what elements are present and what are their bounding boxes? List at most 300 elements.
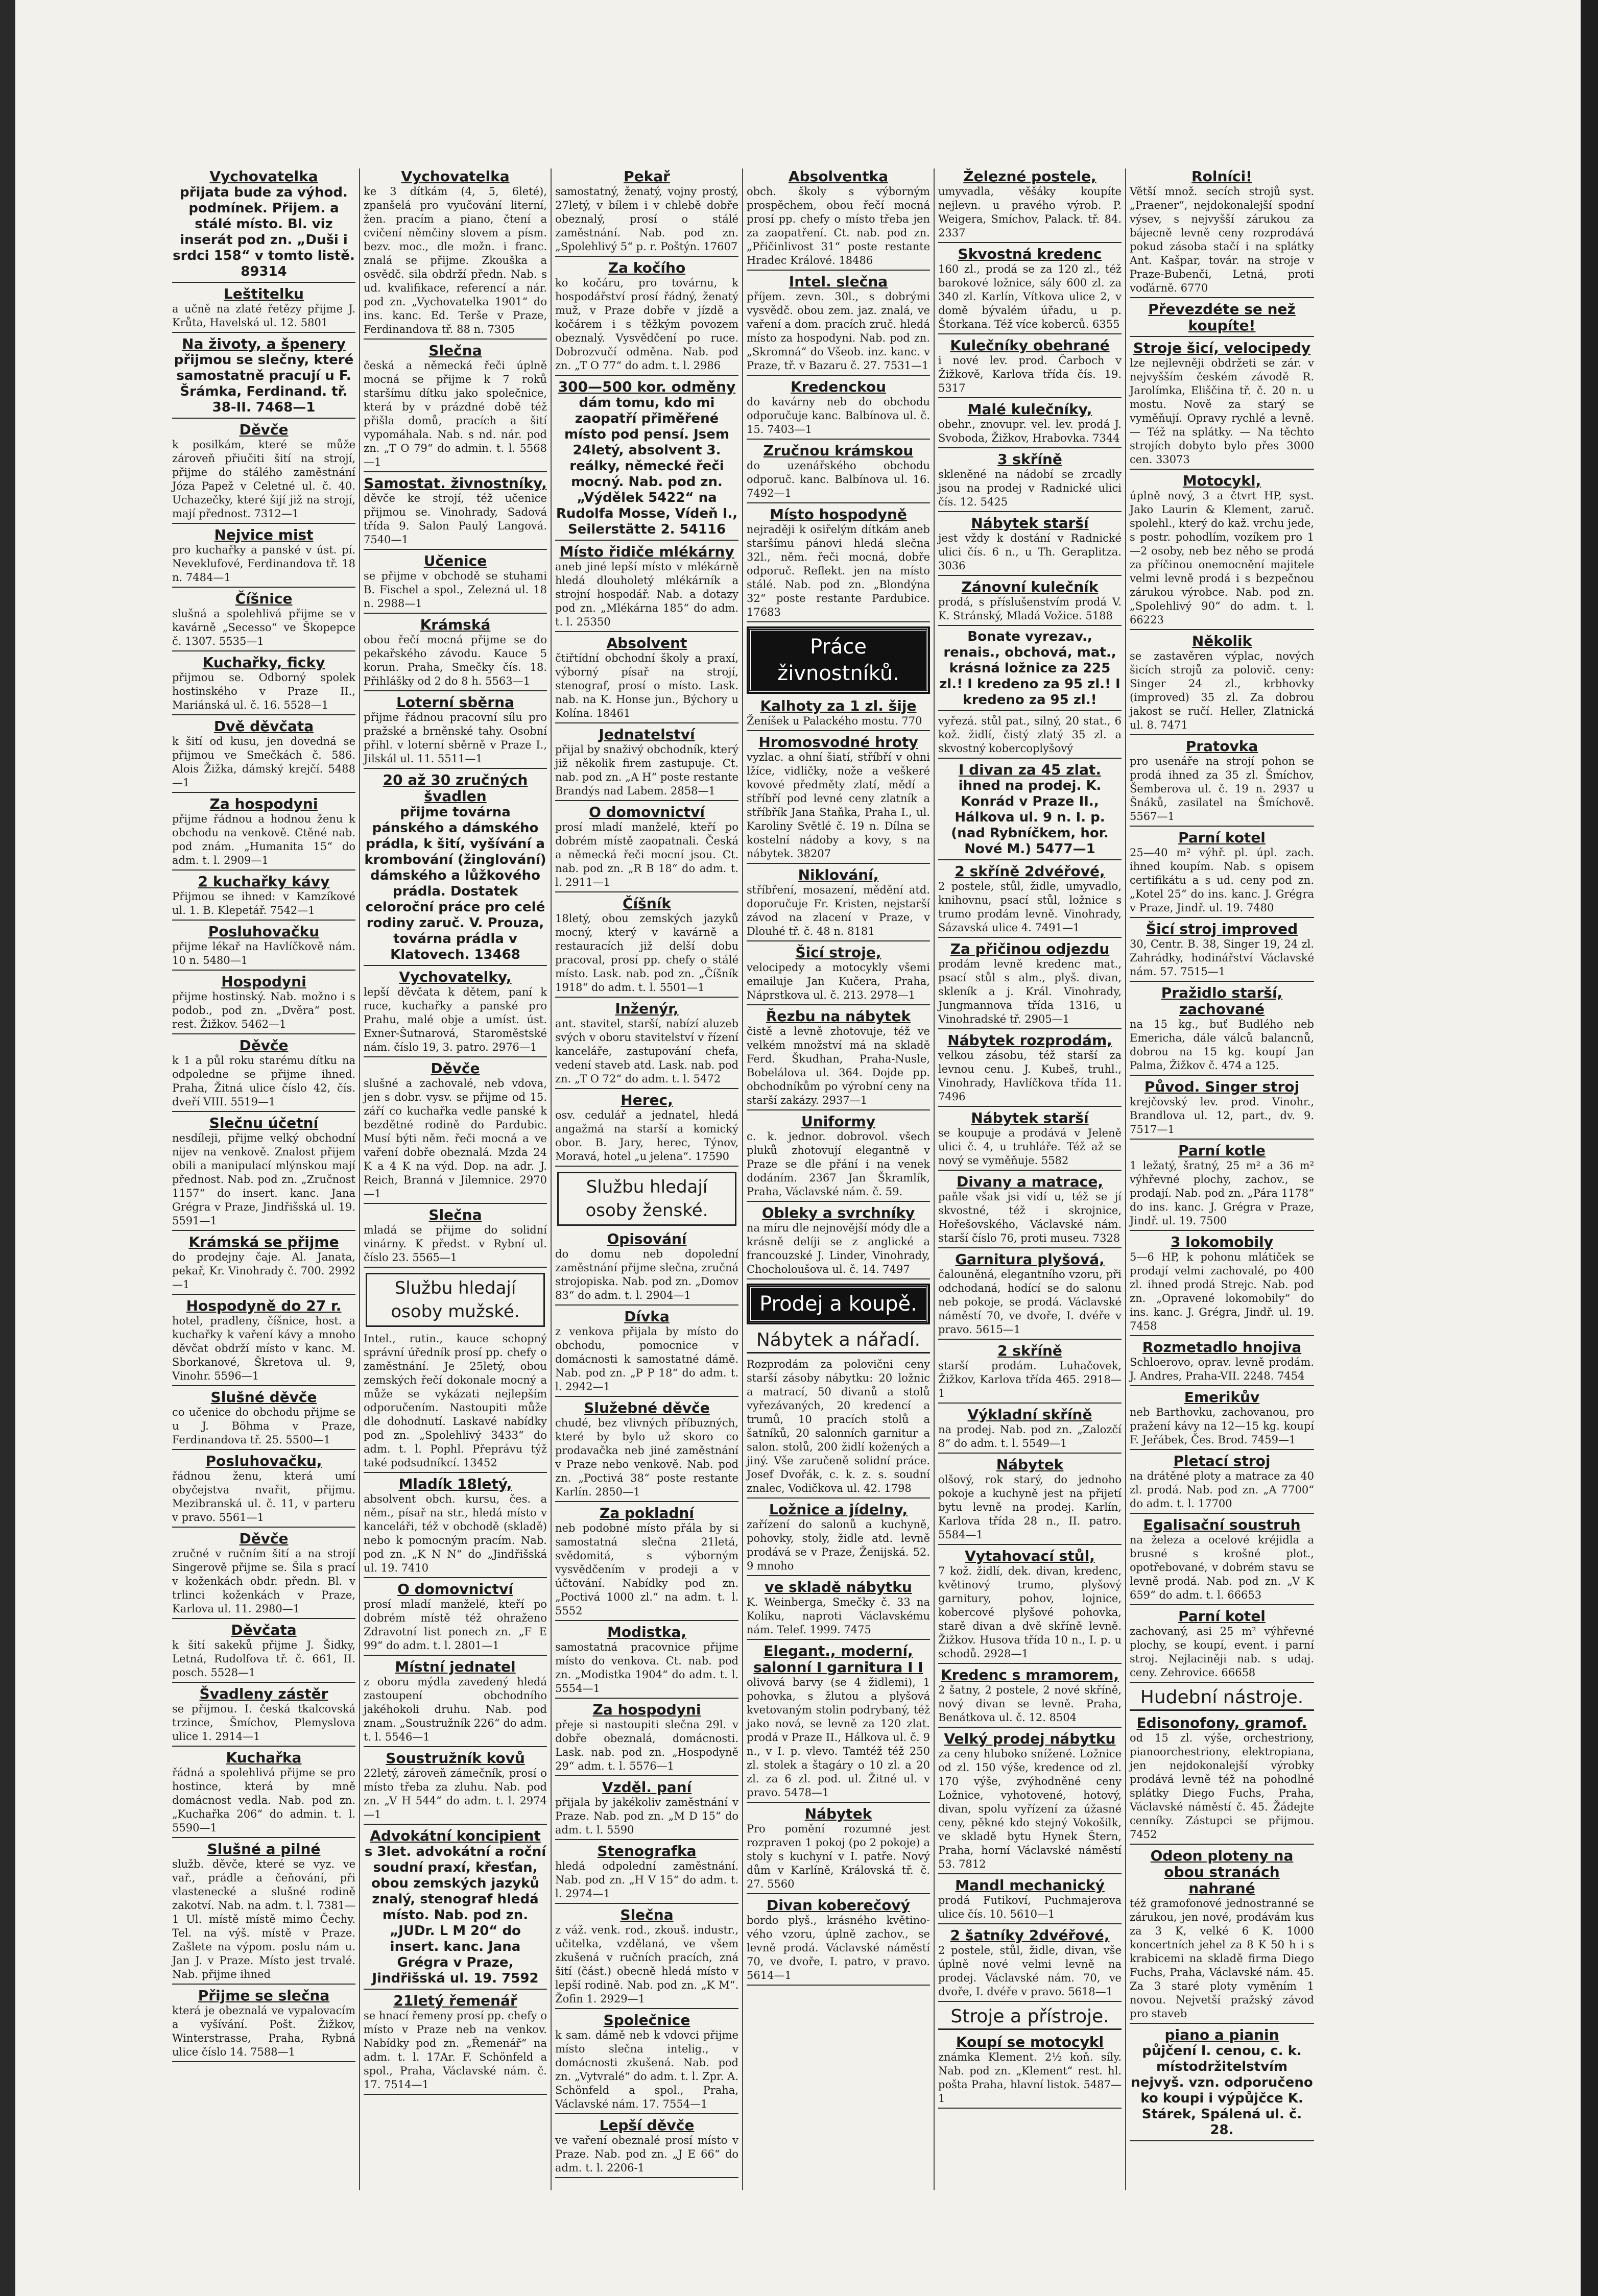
ad-headline: Slečna [428, 1206, 482, 1223]
classified-ad [172, 1622, 355, 1683]
column-2 [360, 168, 552, 2190]
classified-ad [364, 1750, 547, 1825]
ad-text: Intel., rutin., kauce schopný správní úředník prosí pp. chefy o zaměstnání. Je 25letý, obou zemských řečí dokonale mocný a může se vykázati nejlepším odporučením. Nastoupiti může dle dohodnutí. Laskavé nabídky pod zn. „Spolehlivý 3433“ do adm. t. l. Pophl. Přeprávu týž také podsudníkcí. 13452 [364, 1333, 547, 1469]
ad-headline: Herec, [621, 1092, 673, 1108]
classified-ad [555, 2117, 738, 2178]
ad-headline: 2 šatníky 2dvéřové, [950, 1927, 1110, 1944]
ad-text: velkou zásobu, též starší za levnou cenu. J. Kubeš, truhl., Vinohrady, Havlíčkova třída 11. 7496 [938, 1049, 1122, 1103]
classified-ad [747, 1358, 930, 1499]
ad-headline: Místní jednatel [395, 1658, 516, 1675]
classified-ad [364, 1828, 547, 1990]
classified-ad [364, 1659, 547, 1747]
ad-text: přijmou se. Odborný spolek hostinského v Praze II., Mariánská ul. č. 16. 5528—1 [172, 671, 355, 711]
ad-headline: Číšník [623, 895, 671, 912]
ad-text: K. Weinberga, Smečky č. 33 na Kolíku, naproti Václavskému nám. Telef. 1999. 7475 [747, 1596, 930, 1636]
ad-text: zručné v ručním šití a na strojí Singerově přijme se. Šila s prací v koženkách obdr. předn. Bl. v trlinci koženkách v Praze, Karlova ul. 11. 2980—1 [172, 1548, 355, 1615]
classified-ad [747, 1897, 930, 1986]
classified-ad [555, 168, 738, 257]
ad-headline: Za pokladní [600, 1505, 694, 1521]
ad-text: lepší děvčata k dětem, paní k ruce, kuchařky a panské pro Prahu, malé obje a umíst. úst. Exner-Šutnarová, Staroměstské nám. číslo 19, 3. patro. 2976—1 [364, 986, 547, 1053]
classified-ad [938, 1110, 1122, 1171]
ad-text: známka Klement. 2½ koň. síly. Nab. pod zn. „Klement“ rest. hl. pošta Praha, hlavní listok. 5487—1 [938, 2051, 1122, 2105]
ad-headline: Zručnou krámskou [763, 442, 914, 459]
ad-text: též gramofonové jednostranné se zárukou, jen nové, prodávám kus za 3 K, velké 6 K. 1000 koncertních jehel za 8 K 50 h i s krabicemi na skladě firma Diego Fuchs, Praha, Václavské nám. 45. Za 3 staré ploty vyměním 1 novou. Nejvetší pražský závod pro staveb [1130, 1897, 1314, 2020]
classified-ad [364, 1332, 547, 1473]
classified-ad [1130, 1339, 1314, 1386]
classified-ad [555, 260, 738, 376]
classified-ad [747, 1643, 930, 1803]
ad-text: a učně na zlaté řetězy přijme J. Krůta, Havelská ul. 12. 5801 [172, 303, 355, 329]
ad-text: stříbření, mosazení, mědění atd. doporučuje Fr. Kristen, nejstarší závod na zlacení v Praze, v Dlouhé tř. č. 48 n. 8181 [747, 884, 930, 937]
ad-text: úplně nový, 3 a čtvrt HP, syst. Jako Laurin & Klement, zaruč. spolehl., který do kaž. vrchu jede, s postr. pohodlím, vozíkem pro 1—2 osoby, neb bez něho se prodá za příčinou onemocnění majitele velmi levně prodá i s bezpečnou zárukou výrobce. Nab. pod zn. „Spolehlivý 90“ do adm. t. l. 66223 [1130, 490, 1314, 626]
ad-text: čalouněná, elegantního vzoru, při odchodaná, hodící se do salonu neb pokoje, se prodá. Václavské náměstí 70, ve dvoře, I. dvéře v pravo. 5615—1 [938, 1268, 1122, 1336]
ad-headline: Mladík 18letý, [398, 1476, 512, 1492]
ad-text: ve vaření obeznalé prosí místo v Praze. Nab. pod zn. „J E 66“ do adm. t. l. 2206-1 [555, 2134, 738, 2174]
ad-text: přijme řádnou pracovní sílu pro pražské a brněnské tahy. Osobní přihl. v loterní sběrně v Praze I., Jilskál ul. 11. 5511—1 [364, 711, 547, 765]
section-heading-boxed: Službu hledají osoby ženské. [557, 1172, 736, 1226]
ad-headline: Skvostná kredenc [958, 246, 1102, 262]
section-heading: Nábytek a nářadí. [747, 1328, 930, 1354]
classified-ad [1130, 301, 1314, 337]
classified-ad [555, 1779, 738, 1840]
classified-ad [364, 168, 547, 340]
ad-text: 7 kož. židlí, dek. divan, kredenc, květinový trumo, plyšový garnitury, pohov, lojnice, kobercové plyšové pohovka, starě divan a dvě skříně levně. Žižkov. Husova třída 10 n., I. p. u schodů. 2928—1 [938, 1565, 1122, 1660]
ad-headline: Společnice [603, 2012, 690, 2028]
ad-headline: Egalisační soustruh [1143, 1516, 1301, 1533]
ad-headline: I divan za 45 zlat. [958, 761, 1102, 778]
ad-text: co učenice do obchodu přijme se u J. Böhma v Praze, Ferdinandova tř. 25. 5500—1 [172, 1406, 355, 1446]
classified-ad [1130, 633, 1314, 735]
ad-headline: Za přičinou odjezdu [950, 940, 1110, 957]
ad-headline: 21letý řemenář [393, 1992, 517, 2009]
ad-headline: Vytahovací stůl, [965, 1548, 1095, 1564]
ad-headline: Děvče [239, 1530, 289, 1547]
section-banner: Práce živnostníků. [749, 629, 928, 692]
classified-ad [938, 1877, 1122, 1924]
ad-text: chudé, bez vlivných příbuzných, které by bylo už skoro co prodavačka neb jiné zaměstnání v Praze nebo venkově. Nab. pod zn. „Poctivá 38“ poste restante Karlín. 2850—1 [555, 1417, 738, 1498]
ad-text: samostatný, ženatý, vojny prostý, 27letý, v bílem i v chlebě dobře obeznalý, prosí o stálé zaměstnání. Nab. pod zn. „Spolehlivý 5“ p. r. Poštýn. 17607 [555, 185, 738, 253]
ad-text: na míru dle nejnovější módy dle a krásně delíji se z anglické a francouzské J. Linder, Vinohrady, Chocholoušova ul. č. 14. 7497 [747, 1222, 930, 1275]
classified-ad [555, 544, 738, 632]
ad-headline: Slečna [620, 1906, 674, 1923]
ad-headline: 3 lokomobily [1170, 1234, 1274, 1250]
ad-text: prodám levně kredenc mat., psací stůl s alm., plyš. divan, skleník a j. Král. Vinohrady, Jungmannova třída 1316, u Vinohradské tř. 2905—1 [938, 958, 1122, 1025]
classified-ad [747, 1579, 930, 1640]
classified-ad [172, 874, 355, 921]
section-heading: Hudební nástroje. [1130, 1686, 1314, 1711]
classified-ad [938, 2034, 1122, 2109]
ad-text: umyvadla, věšáky koupíte nejlevn. u pravého výrob. P. Weigera, Smíchov, Palack. tř. 84. 2337 [938, 185, 1122, 239]
ad-text: se přijme v obchodě se stuhami B. Fischel a spol., Zelezná ul. 18 n. 2988—1 [364, 570, 547, 610]
classified-ad [747, 1114, 930, 1202]
classified-ad [938, 246, 1122, 334]
ad-text: nejraději k osiřelým dítkám aneb staršímu pánovi hledá slečna 32l., něm. řeči mocná, dobře odporuč. Reflekt. jen na místo stálé. Nab. pod zn. „Blondýna 32“ poste restante Pardubice. 17683 [747, 523, 930, 618]
classified-ad [172, 718, 355, 793]
classified-ad [364, 1060, 547, 1204]
ad-headline: Slušné a pilné [207, 1841, 321, 1857]
classified-ad [1130, 1389, 1314, 1450]
ad-text: obehr., znovupr. vel. lev. prodá J. Svoboda, Žižkov, Hrabovka. 7344 [938, 418, 1122, 444]
ad-headline: Hospodyně do 27 r. [186, 1297, 342, 1314]
ad-text: na drátěné ploty a matrace za 40 zl. prodá. Nab. pod zn. „A 7700“ do adm. t. l. 17700 [1130, 1470, 1314, 1510]
classified-ad [938, 863, 1122, 938]
classified-ad [1130, 473, 1314, 630]
ad-text: starší prodám. Luhačovek, Žižkov, Karlova třída 465. 2918—1 [938, 1360, 1122, 1399]
ad-headline: Rozmetadlo hnojiva [1142, 1339, 1302, 1356]
ad-headline: Samostat. živnostníky, [364, 475, 547, 492]
ad-headline: Posluhovačku [208, 923, 320, 940]
classified-ad [938, 1343, 1122, 1404]
classified-ad [938, 1927, 1122, 2002]
classified-ad [1130, 921, 1314, 982]
ad-headline: Edisonofony, gramof. [1136, 1714, 1307, 1731]
ad-headline: Zánovní kulečník [961, 578, 1099, 595]
ad-text: prodá Futikoví, Puchmajerova ulice čís. 10. 5610—1 [938, 1894, 1122, 1920]
ad-headline: 2 skříně [997, 1342, 1062, 1359]
ad-text: přijme továrna pánského a dámského prádla, k šití, vyšívání a krombování (žinglování) dámského a lůžkového prádla. Dostatek celoroční práce pro celé rodiny zaruč. V. Prouza, továrna prádla v Klatovech. 13468 [364, 805, 546, 962]
ad-headline: Vychovatelky, [399, 969, 512, 985]
ad-headline: Za hospodyni [592, 1701, 701, 1718]
ad-headline: Garnitura plyšová, [955, 1251, 1105, 1268]
ad-headline: 3 skříně [997, 451, 1062, 468]
ad-headline: Slečnu účetní [209, 1115, 319, 1131]
ad-headline: Několik [1191, 633, 1252, 649]
ad-headline: Nábytek rozprodám, [947, 1032, 1112, 1049]
ad-headline: Nábytek starší [971, 1109, 1089, 1126]
ad-text: do prodejny čaje. Al. Janata, pekař, Kr. Vinohrady č. 700. 2992—1 [172, 1251, 355, 1291]
ad-text: na železa a ocelové kréjidla a brusné s krošné plot., opotřebované, v dobrém stavu se levně prodá. Nab. pod zn. „V K 659“ do adm. t. l. 66653 [1130, 1534, 1314, 1601]
ad-headline: Intel. slečna [789, 273, 888, 290]
ad-text: se hnací řemeny prosí pp. chefy o místo v Praze neb na venkov. Nabídky pod zn. „Řemenář“ na adm. t. l. 17Ar. F. Schönfeld a spol., Praha, Václavské nám. č. 17. 7514—1 [364, 2010, 547, 2091]
classified-ad [938, 1407, 1122, 1454]
ad-text: za ceny hluboko snížené. Ložnice od zl. 150 výše, kredence od zl. 170 výše, zvýhodněné ceny Ložnice, vyhotovené, hotový, divan, spolu vyřízení za úžasné ceny, pěkné kdo stejný Vokošilk, ve skladě bytu Hynek Štern, Praha, horní Václavské náměstí 53. 7812 [938, 1748, 1122, 1870]
ad-text: k posilkám, které se může zároveň přiučiti šití na strojí, přijme do stálého zaměstnání Józa Papež v Celetné ul. č. 40. Uchazečky, které šijí již na strojí, mají přednost. 7312—1 [172, 439, 355, 520]
classified-ad [172, 1115, 355, 1231]
classified-ad [555, 1702, 738, 1776]
ad-headline: Velký prodej nábytku [944, 1730, 1116, 1747]
classified-ad [1130, 340, 1314, 470]
classified-ad [1130, 985, 1314, 1076]
classified-ad [1130, 1143, 1314, 1231]
ad-text: osv. cedulář a jednatel, hledá angažmá na starší a komický obor. B. Jary, herec, Týnov, Moravá, hotel „u jelena“. 17590 [555, 1109, 738, 1163]
ad-headline: Obleky a svrchníky [761, 1204, 915, 1221]
ad-text: 2 postele, stůl, židle, umyvadlo, knihovnu, psací stůl, ložnice s trumo prodám levně. Vinohrady, Sázavská ulice 4. 7491—1 [938, 880, 1122, 934]
ad-text: vyřezá. stůl pat., silný, 20 stat., 6 kož. židlí, čistý zlatý 35 zl. a skvostný kobercoplyšový [938, 715, 1122, 755]
classified-ad [1130, 1234, 1314, 1336]
ad-text: slušná a spolehlivá přijme se v kavárně „Secesso“ ve Škopepce č. 1307. 5535—1 [172, 608, 355, 647]
ad-headline: Kredenc s mramorem, [940, 1666, 1119, 1683]
classified-ad [747, 443, 930, 503]
ad-headline: piano a pianin [1164, 2026, 1279, 2043]
column-3 [552, 168, 743, 2190]
classified-ad [938, 451, 1122, 512]
ad-headline: 20 až 30 zručných švadlen [383, 771, 528, 805]
classified-ad [364, 1476, 547, 1578]
classified-ad [1130, 1715, 1314, 1845]
ad-text: která je obeznalá ve vypalovacím a vyšívání. Pošt. Žižkov, Winterstrasse, Praha, Rybná ulice číslo 14. 7588—1 [172, 2004, 355, 2058]
classified-ad [747, 506, 930, 622]
ad-headline: Uniformy [801, 1113, 875, 1130]
ad-text: půjčení I. cenou, c. k. místodržitelstvím nejvyš. vzn. odporučeno ko koupi i výpůjčce K. Stárek, Spálená ul. č. 28. [1131, 2043, 1313, 2138]
ad-text: z váž. venk. rod., zkouš. industr., učitelka, vzdělaná, ve všem zkušená v ručních pracích, zná šití (část.) obecně hledá místo v lepší rodině. Nab. pod zn. „K M“. Žofin 1. 2929—1 [555, 1924, 738, 2005]
classified-ad [747, 867, 930, 941]
ad-headline: Děvče [431, 1060, 480, 1077]
ad-headline: Pražidlo starší, zachované [1161, 984, 1283, 1018]
ad-text: ant. stavitel, starší, nabízí aluzeb svých v oboru stavitelství v řízení kanceláře, zastupování chefa, vedení staveb atd. Lask. nab. pod zn. „T O 72“ do adm. t. l. 5472 [555, 1018, 738, 1085]
ad-text: Bonate vyrezav., renais., obchová, mat., krásná ložnice za 225 zl.! I kredeno za 95 zl.! I kredeno za 95 zl.! [939, 629, 1120, 708]
classified-ad [364, 553, 547, 614]
ad-text: 160 zl., prodá se za 120 zl., též barokové ložnice, sály 600 zl. za 340 zl. Karlín, Vítkova ulice 2, v domě bývalém úřadu, u p. Štorkana. Též více koberců. 6355 [938, 263, 1122, 330]
ad-text: Schloerovo, oprav. levně prodám. J. Andres, Praha-VII. 2248. 7454 [1130, 1356, 1314, 1382]
ad-text: k šití sakeků přijme J. Šidky, Letná, Rudolfova tř. č. 661, II. posch. 5528—1 [172, 1639, 355, 1679]
ad-headline: Pekař [624, 168, 670, 185]
ad-text: hotel, pradleny, číšnice, host. a kuchařky k vaření kávy a mnoho děvčat obdrží místo v kanc. M. Sborkanové, Škretova ul. 9, Vinohr. 5596—1 [172, 1315, 355, 1382]
ad-text: pro kuchařky a panské v úst. pí. Neveklufové, Ferdinandova tř. 18 n. 7484—1 [172, 544, 355, 584]
ad-text: prodá, s příslušenstvím prodá V. K. Stránský, Mladá Vožice. 5188 [938, 596, 1122, 622]
ad-headline: Ložnice a jídelny, [769, 1501, 908, 1518]
section-banner: Prodej a koupě. [749, 1286, 928, 1322]
ad-text: lze nejlevněji obdržeti se zár. v nejvyšším českém závodě R. Jarolímka, Eliščina tř. č. 20 n. u mostu. Nově za starý se vyměňují. Opravy rychlé a levně. — Též na splátky. — Na těchto strojích dobyto bylo přes 3000 cen. 33073 [1130, 357, 1314, 466]
classified-ad [172, 591, 355, 651]
ad-text: služb. děvče, které se vyz. ve vař., prádle a čeňování, při vlastenecké a slušné rodině zakotví. Nab. na adm. t. l. 7381—1 Ul. místě místě mimo Čechy. Tel. na výš. místě v Praze. Zašlete na výpom. poslu nám u. Jan J. v Praze. Místo jest trvalé. Nab. přijme ihned [172, 1858, 355, 1980]
classified-ad [747, 1806, 930, 1894]
classified-ad [747, 1205, 930, 1279]
ad-text: 1 ležatý, šratný, 25 m² a 36 m² výhřevné plochy, zachov., se prodají. Nab. pod zn. „Pára 1178“ do ins. kanc. J. Grégra v Praze, Jindř. ul. 19. 7500 [1130, 1159, 1314, 1227]
classified-ad [1130, 1453, 1314, 1514]
column-5 [935, 168, 1126, 2190]
ad-text: nesdíleji, přijme velký obchodní nijev na venkově. Znalost přijem obili a manipulací mlýnskou mají přednost. Nab. pod zn. „Zručnost 1157“ do insert. kanc. Jana Grégra v Praze, Jindřišská ul. 19. 5591—1 [172, 1132, 355, 1227]
ad-text: čtiřtídní obchodní školy a praxí, výborný písař na strojí, stenograf, prosí o místo. Lask. nab. na K. Honse jun., Býchory u Kolína. 18461 [555, 652, 738, 719]
classified-ad [172, 655, 355, 715]
ad-text: olivová barvy (se 4 židlemi), 1 pohovka, s žlutou a plyšová kvetovaným stolin podrybaný, též jako nová, se levně za 120 zlat. prodá v Praze II., Hálkova ul. č. 9 n., v I. p. vlevo. Tamtéž též 250 zl. stolek a štagáry o 10 zl. a 20 zl. za 6 zl. pod. ul. Žitné ul. v pravo. 5478—1 [747, 1676, 930, 1799]
ad-headline: Nejvice mist [214, 526, 314, 543]
classified-ad [1130, 830, 1314, 918]
ad-text: 22letý, zároveň zámečník, prosí o místo třeba za zluhu. Nab. pod zn. „V H 544“ do adm. t. l. 2974—1 [364, 1767, 547, 1821]
ad-headline: Dívka [624, 1308, 670, 1325]
ad-text: pro usenáře na strojí pohon se prodá ihned za 35 zl. Šmíchov, Šemberova ul. č. 19 n. 2937 u Šnáků, zasilatel na Šmíchově. 5567—1 [1130, 755, 1314, 823]
ad-text: Pro pomění rozumné jest rozpraven 1 pokoj (po 2 pokoje) a stoly s kuchyní v I. patře. Nový dům v Karlíně, Královská tř. č. 27. 5560 [747, 1823, 930, 1890]
ad-headline: Číšnice [235, 590, 293, 607]
ad-headline: Krámská se přijme [188, 1234, 339, 1250]
ad-text: na 15 kg., buť Budlého neb Emericha, dále válců balancnů, dobrou na 15 kg. koupí Jan Palma, Žižkov č. 474 a 125. [1130, 1018, 1314, 1072]
ad-headline: Motocykl, [1182, 472, 1261, 489]
ad-headline: Původ. Singer stroj [1144, 1078, 1300, 1095]
ad-headline: 300—500 kor. odměny [558, 378, 736, 395]
ad-text: i nové lev. prod. Čarboch v Žižkově, Karlova třída čís. 19. 5317 [938, 354, 1122, 394]
ad-text: česká a německá řeči úplně mocná se přijme k 7 roků staršímu dítku jako společnice, která by v prázdné době též přišla domů, pracích a šití vypomáhala. Nab. s nd. nár. pod zn. „T O 79“ do admin. t. l. 5568—1 [364, 359, 547, 468]
classified-ad [747, 1502, 930, 1576]
ad-headline: Hromosvodné hroty [758, 734, 918, 751]
ad-headline: Za hospodyni [209, 795, 318, 812]
ad-headline: Vychovatelka [209, 168, 318, 185]
ad-headline: Absolvent [606, 635, 687, 651]
ad-text: neb Barthovku, zachovanou, pro pražení kávy na 12—15 kg. koupí F. Jeřábek, Čes. Brod. 7459—1 [1130, 1406, 1314, 1446]
classified-ad [938, 629, 1122, 711]
ad-headline: Parní kotle [1178, 1142, 1266, 1159]
ad-headline: Slečna [428, 342, 482, 359]
ad-text: velocipedy a motocykly všemi emailuje Jan Kučera, Praha, Náprstkova ul. č. 213. 2978—1 [747, 961, 930, 1001]
classified-ad [555, 727, 738, 801]
classified-ad [172, 924, 355, 971]
ad-text: prosí mladí manželé, kteří po dobrém místě zaopatnali. Česká a německá řeči mocní jsou. Ct. nab. pod zn. „R B 18“ do adm. t. l. 2911—1 [555, 821, 738, 888]
ad-headline: Divany a matrace, [957, 1173, 1103, 1190]
ad-text: přeje si nastoupiti slečna 29l. v dobře obeznalá, domácnosti. Lask. nab. pod zn. „Hospodyně 29“ adm. t. l. 5576—1 [555, 1719, 738, 1772]
ad-headline: Malé kulečníky, [967, 401, 1092, 418]
ad-headline: Děvčata [231, 1622, 297, 1638]
classified-ad [364, 1581, 547, 1656]
classified-ad [1130, 738, 1314, 827]
ad-text: příjem. zevn. 30l., s dobrými vysvědč. obou zem. jaz. znalá, ve vaření a dom. pracích zruč. hledá místo za hospodyni. Nab. pod zn. „Skromná“ do Všeob. inz. kanc. v Praze, tř. v Bazaru č. 27. 7531—1 [747, 291, 930, 372]
ad-text: od 15 zl. výše, orchestriony, pianoorchestriony, elektropiana, jen nejdokonalejší výrobky prodává levně též na pohodlné splátky Diego Fuchs, Praha, Václavské náměstí č. 45. Žádejte cenníky. Zástupci se přijmou. 7452 [1130, 1732, 1314, 1841]
classified-ad [747, 1008, 930, 1110]
classified-ad [1130, 168, 1314, 298]
section-heading: Stroje a přístroje. [938, 2005, 1122, 2030]
classified-ad [938, 762, 1122, 860]
classified-ad [555, 1907, 738, 2009]
ad-text: k šití od kusu, jen dovedná se přijmou ve Smečkách č. 586. Alois Žižka, dámský krejčí. 5488—1 [172, 735, 355, 789]
ad-headline: Kredenckou [790, 378, 887, 395]
ad-headline: Hospodyni [221, 973, 306, 990]
ad-text: ko kočáru, pro továrnu, k hospodářství prosí řádný, ženatý muž, v Praze dobře v jízdě a kočárem i s těžkým povozem obeznalý. Vysvědčení po ruce. Dobrozvučí odměna. Nab. pod zn. „T O 77“ do adm. t. l. 2986 [555, 277, 738, 372]
column-6 [1126, 168, 1318, 2190]
ad-text: Přijmou se ihned: v Kamzíkové ul. 1. B. Klepetář. 7542—1 [172, 890, 355, 916]
ad-text: k 1 a půl roku starému dítku na odpoledne se přijme ihned. Praha, Žitná ulice číslo 42, čís. dveří VIII. 5519—1 [172, 1054, 355, 1108]
ad-text: dám tomu, kdo mi zaopatří přiměřené místo pod pensí. Jsem 24letý, absolvent 3. reálky, německé řeči mocný. Nab. pod zn. „Výdělek 5422“ na Rudolfa Mosse, Vídeň I., Seilerstätte 2. 54116 [556, 395, 738, 537]
classified-ad [172, 1750, 355, 1838]
ad-text: přijme lékař na Havlíčkově nám. 10 n. 5480—1 [172, 940, 355, 966]
ad-text: Větší množ. secích strojů syst. „Praener“, nejdokonalejší spodní výsev, s nejvyšší zárukou za bájecně levně ceny rozprodává pokud zásoba stačí i na splátky Ant. Kašpar, továr. na stroje v Praze-Bubenči, Letná, proti voďárně. 6770 [1130, 185, 1314, 294]
ad-text: jest vždy k dostání v Radnické ulici čís. 6 n., u Th. Geraplitza. 3036 [938, 532, 1122, 572]
classified-columns [169, 168, 1570, 2190]
classified-ad [172, 1389, 355, 1450]
ad-headline: Loterní sběrna [396, 694, 514, 711]
ad-text: 25—40 m² výhř. pl. úpl. zach. ihned koupím. Nab. s opisem certifikátu a s ud. ceny pod zn. „Kotel 25“ do ins. kanc. J. Grégra v Praze, Jindř. ul. 19. 7480 [1130, 847, 1314, 914]
ad-text: děvče ke strojí, též učenice přijmou se. Vinohrady, Sadová třída 9. Salon Paulý Langová. 7540—1 [364, 492, 547, 546]
classified-ad [938, 401, 1122, 448]
ad-headline: Absolventka [788, 168, 889, 185]
ad-headline: Švadleny zástěr [199, 1685, 328, 1702]
classified-ad [747, 168, 930, 271]
classified-ad [938, 1667, 1122, 1728]
ad-text: z oboru mýdla zavedený hledá zastoupení obchodního jakéhokoli druhu. Nab. pod znam. „Soustružník 226“ do adm. t. l. 5546—1 [364, 1676, 547, 1743]
ad-headline: Šicí stroje, [795, 944, 881, 961]
classified-ad [364, 772, 547, 966]
ad-headline: Služebné děvče [584, 1399, 710, 1416]
classified-ad [172, 1234, 355, 1295]
classified-ad [172, 1453, 355, 1528]
ad-text: bordo plyš., krásného květino-vého vzoru, úplně zachov., se levně prodá. Václavské náměstí 70, ve dvoře, I. patro, v pravo. 5614—1 [747, 1914, 930, 1981]
ad-text: 2 postele, stůl, židle, divan, vše úplně nové velmi levně na prodej. Václavské nám. 70, ve dvoře, I. dvéře v pravo. 5618—1 [938, 1944, 1122, 1998]
ad-headline: Na životy, a špenery [182, 335, 346, 352]
ad-text: neb podobné místo přála by si samostatná slečna 21letá, svědomitá, s výborným vysvědčením v prodeji a v účtování. Nabídky pod zn. „Poctivá 1000 zl.“ na adm. t. l. 5552 [555, 1522, 738, 1617]
classified-ad [938, 1457, 1122, 1545]
ad-text: skleněné na nádobí se zrcadly jsou na prodej v Radnické ulici čís. 12. 5425 [938, 468, 1122, 508]
ad-headline: Emerikův [1184, 1389, 1260, 1406]
ad-headline: Niklování, [798, 866, 879, 883]
ad-headline: Divan koberečový [767, 1897, 910, 1914]
ad-headline: Krámská [420, 616, 491, 633]
ad-headline: Železné postele, [963, 168, 1096, 185]
classified-ad [555, 1505, 738, 1621]
classified-ad [555, 635, 738, 723]
ad-headline: Učenice [423, 552, 487, 569]
ad-text: prosí mladí manželé, kteří po dobrém místě též ohraženo Zdravotní list ponech zn. „F E 99“ do adm. t. l. 2801—1 [364, 1598, 547, 1652]
column-4 [743, 168, 935, 2190]
ad-headline: Převezdéte se než koupíte! [1148, 301, 1296, 334]
ad-text: přijal by snaživý obchodník, který již několik firem zastupuje. Ct. nab. pod zn. „A H“ poste restante Brandýs nad Labem. 2858—1 [555, 743, 738, 797]
ad-headline: Stenografka [597, 1843, 697, 1859]
classified-ad [938, 1731, 1122, 1874]
ad-headline: Elegant., moderní, salonní I garnitura I I [753, 1642, 923, 1676]
ad-headline: Kulečníky obehrané [950, 337, 1110, 354]
ad-text: se koupuje a prodává v Jeleně ulici č. 4, u truhláře. Též až se nový se vyměňuje. 5582 [938, 1127, 1122, 1167]
ad-text: zařízení do salonů a kuchyně, pohovky, stoly, židle atd. levně prodává se v Praze, Ženijská. 52. 9 mnoho [747, 1518, 930, 1572]
ad-text: řádnou ženu, která umí obyčejstva nvařit, přijmu. Mezibranská ul. č. 11, v parteru v pravo. 5561—1 [172, 1470, 355, 1524]
classified-ad [172, 527, 355, 588]
ad-text: zachovaný, asi 25 m² výhřevné plochy, se koupí, event. i parní stroj. Nejlaciněji nab. s udaj. ceny. Zehrovice. 66658 [1130, 1625, 1314, 1679]
ad-headline: Odeon ploteny na obou stranách nahrané [1150, 1847, 1294, 1897]
ad-text: aneb jiné lepší místo v mlékárně hledá dlouholetý mlékárník a strojní hospodář. Nab. a dotazy pod zn. „Mlékárna 185“ do adm. t. l. 25350 [555, 561, 738, 628]
ad-headline: Leštitelku [223, 285, 304, 302]
classified-ad [555, 1231, 738, 1306]
ad-headline: Pratovka [1185, 738, 1258, 755]
column-1 [169, 168, 360, 2190]
classified-ad [747, 698, 930, 731]
ad-text: Rozprodám za polovični ceny starší zásoby nábytku: 20 ložnic a matrací, 50 divanů a stolů vyřezávaných, 20 kredencí a trumů, 10 pracích stolů a šatníků, 20 salonních garnitur a salon. stolů, 200 židlí kožených a jiný. Vše zaručeně solidní práce. Josef Dvořák, c. k. z. s. soudní znalec, Vodičkova ul. 42. 1798 [747, 1358, 930, 1494]
ad-headline: O domovnictví [589, 804, 705, 820]
classified-ad [172, 1841, 355, 1985]
ad-headline: Nábytek [996, 1456, 1064, 1473]
classified-ad [555, 2012, 738, 2114]
ad-text: obch. školy s výborným prospěchem, obou řečí mocná prosí pp. chefy o místo třeba jen za zaopatření. Ct. nab. pod zn. „Přičinlivost 31“ poste restante Hradec Králové. 18486 [747, 185, 930, 267]
classified-ad [555, 1092, 738, 1167]
classified-ad [172, 1988, 355, 2062]
ad-text: z venkova přijala by místo do obchodu, pomocnice v domácnosti k samostatné dámě. Nab. pod zn. „P P 18“ do adm. t. l. 2942—1 [555, 1325, 738, 1393]
ad-text: řádná a spolehlivá přijme se pro hostince, která by mně domácnost vedla. Nab. pod zn. „Kuchařka 206“ do admin. t. l. 5590—1 [172, 1767, 355, 1834]
ad-headline: Soustružník kovů [386, 1750, 525, 1767]
ad-text: paňle však jsi vidí u, též se jí skvostné, též i skrojnice, Hořešovského, Václavské nám. starší číslo 76, proti museu. 7328 [938, 1191, 1122, 1244]
ad-headline: Modistka, [607, 1624, 686, 1640]
classified-ad [938, 1548, 1122, 1664]
ad-text: 30, Centr. B. 38, Singer 19, 24 zl. Zahrádky, hodinářství Václavské nám. 57. 7515—1 [1130, 938, 1314, 978]
classified-ad [364, 475, 547, 550]
ad-headline: Opisování [607, 1230, 687, 1247]
classified-ad [555, 1400, 738, 1502]
classified-ad [747, 274, 930, 376]
classified-ad [172, 1531, 355, 1619]
ad-text: krejčovský lev. prod. Vinohr., Brandlova ul. 12, part., dv. 9. 7517—1 [1130, 1096, 1314, 1135]
ad-headline: Mandl mechanický [955, 1877, 1105, 1894]
classified-ad [172, 1037, 355, 1112]
ad-headline: Děvče [239, 421, 289, 438]
ad-headline: Přijme se slečna [198, 1987, 330, 2004]
ad-headline: Slušné děvče [210, 1389, 317, 1406]
ad-headline: Lepší děvče [599, 2117, 695, 2134]
ad-headline: Rolníci! [1191, 168, 1252, 185]
ad-text: c. k. jednor. dobrovol. všech pluků zhotovují elegantně v Praze se dle přání i na venek dodáním. 2367 Jan Škramlík, Praha, Václavské nám. č. 59. [747, 1130, 930, 1198]
ad-text: přijata bude za výhod. podmínek. Přijem. a stálé místo. Bl. viz inserát pod zn. „Duši i srdci 158“ v tomto listě. 89314 [173, 185, 355, 279]
classified-ad [938, 579, 1122, 626]
ad-headline: O domovnictví [397, 1581, 513, 1598]
ad-headline: Pletací stroj [1173, 1453, 1271, 1469]
ad-text: přijme řádnou a hodnou ženu k obchodu na venkově. Ctěné nab. pod znám. „Humanita 15“ do adm. t. l. 2909—1 [172, 813, 355, 866]
ad-headline: Řezbu na nábytek [766, 1008, 911, 1025]
classified-ad [555, 1624, 738, 1699]
ad-headline: Posluhovačku, [205, 1453, 322, 1469]
ad-headline: Nábytek starší [971, 515, 1089, 531]
classified-ad [555, 379, 738, 541]
ad-text: samostatná pracovnice přijme místo do venkova. Ct. nab. pod zn. „Modistka 1904“ do adm. t. l. 5554—1 [555, 1641, 738, 1695]
